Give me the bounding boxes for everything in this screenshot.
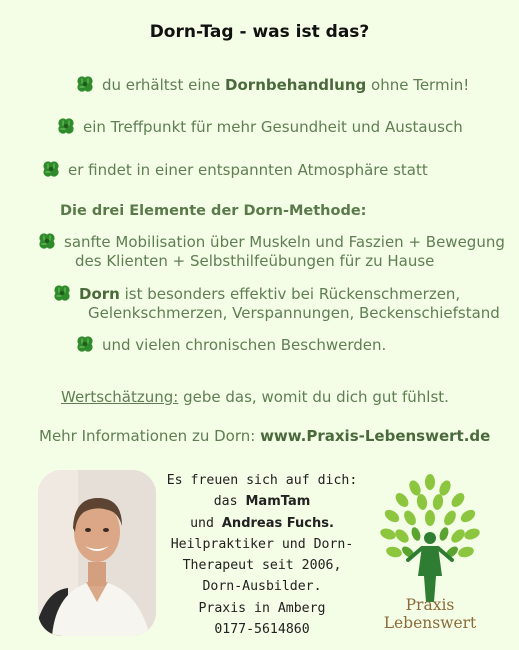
contact-greeting: Es freuen sich auf dich:	[166, 473, 358, 488]
bullet-text: er findet in einer entspannten Atmosphäre statt	[68, 161, 428, 179]
appreciation-text: gebe das, womit du dich gut fühlst.	[178, 388, 449, 406]
contact-name: MamTam	[245, 494, 311, 510]
portrait-illustration	[38, 470, 156, 636]
element-bold: Dorn	[79, 285, 120, 303]
appreciation-line	[61, 388, 449, 406]
element-text: und vielen chronischen Beschwerden.	[102, 336, 387, 354]
element-mobilisation-line2: des Klienten + Selbsthilfeübungen für zu Hause	[75, 252, 435, 270]
element-text: ist besonders effektiv bei Rückenschmerzen,	[119, 285, 461, 303]
contact-phone[interactable]: 0177-5614860	[214, 622, 310, 638]
bullet-text: ein Treffpunkt für mehr Gesundheit und Austausch	[83, 118, 463, 136]
contact-text: und	[190, 515, 222, 531]
contact-trainer: Dorn-Ausbilder.	[202, 579, 322, 595]
contact-text: das	[213, 494, 246, 510]
page-title: Dorn-Tag - was ist das?	[149, 22, 370, 42]
bullet-atmosphaere	[42, 160, 428, 179]
contact-location: Praxis in Amberg	[198, 600, 326, 616]
element-dorn-effektiv-line2: Gelenkschmerzen, Verspannungen, Beckenschiefstand	[88, 304, 500, 322]
bullet-text: du erhältst eine	[102, 76, 226, 94]
contact-since: Therapeut seit 2006,	[182, 558, 342, 574]
logo-text-lebenswert: Lebenswert	[383, 614, 477, 632]
bullet-dornbehandlung	[76, 75, 469, 94]
four-leaf-clover-icon	[38, 232, 56, 250]
appreciation-label: Wertschätzung:	[61, 388, 179, 406]
website-link[interactable]: www.Praxis-Lebenswert.de	[260, 427, 491, 445]
bullet-text: ohne Termin!	[366, 76, 470, 94]
contact-block	[162, 470, 362, 640]
contact-andreas	[162, 513, 362, 534]
element-chronisch	[76, 335, 386, 354]
more-info-text: Mehr Informationen zu Dorn:	[39, 427, 261, 445]
four-leaf-clover-icon	[76, 75, 94, 93]
element-dorn-effektiv	[53, 284, 460, 303]
contact-name: Andreas Fuchs.	[221, 515, 334, 531]
contact-mamtam	[162, 491, 362, 512]
four-leaf-clover-icon	[42, 160, 60, 178]
more-info-line	[39, 427, 490, 445]
bullet-treffpunkt	[57, 117, 463, 136]
portrait-photo	[38, 470, 156, 636]
four-leaf-clover-icon	[57, 117, 75, 135]
four-leaf-clover-icon	[76, 335, 94, 353]
element-mobilisation	[38, 232, 505, 251]
four-leaf-clover-icon	[53, 284, 71, 302]
element-text: sanfte Mobilisation über Muskeln und Faszien + Bewegung	[64, 233, 505, 251]
elements-heading: Die drei Elemente der Dorn-Methode:	[60, 203, 367, 219]
logo-text-praxis: Praxis	[405, 596, 455, 614]
contact-profession: Heilpraktiker und Dorn-	[170, 536, 354, 552]
bullet-bold: Dornbehandlung	[225, 76, 367, 94]
